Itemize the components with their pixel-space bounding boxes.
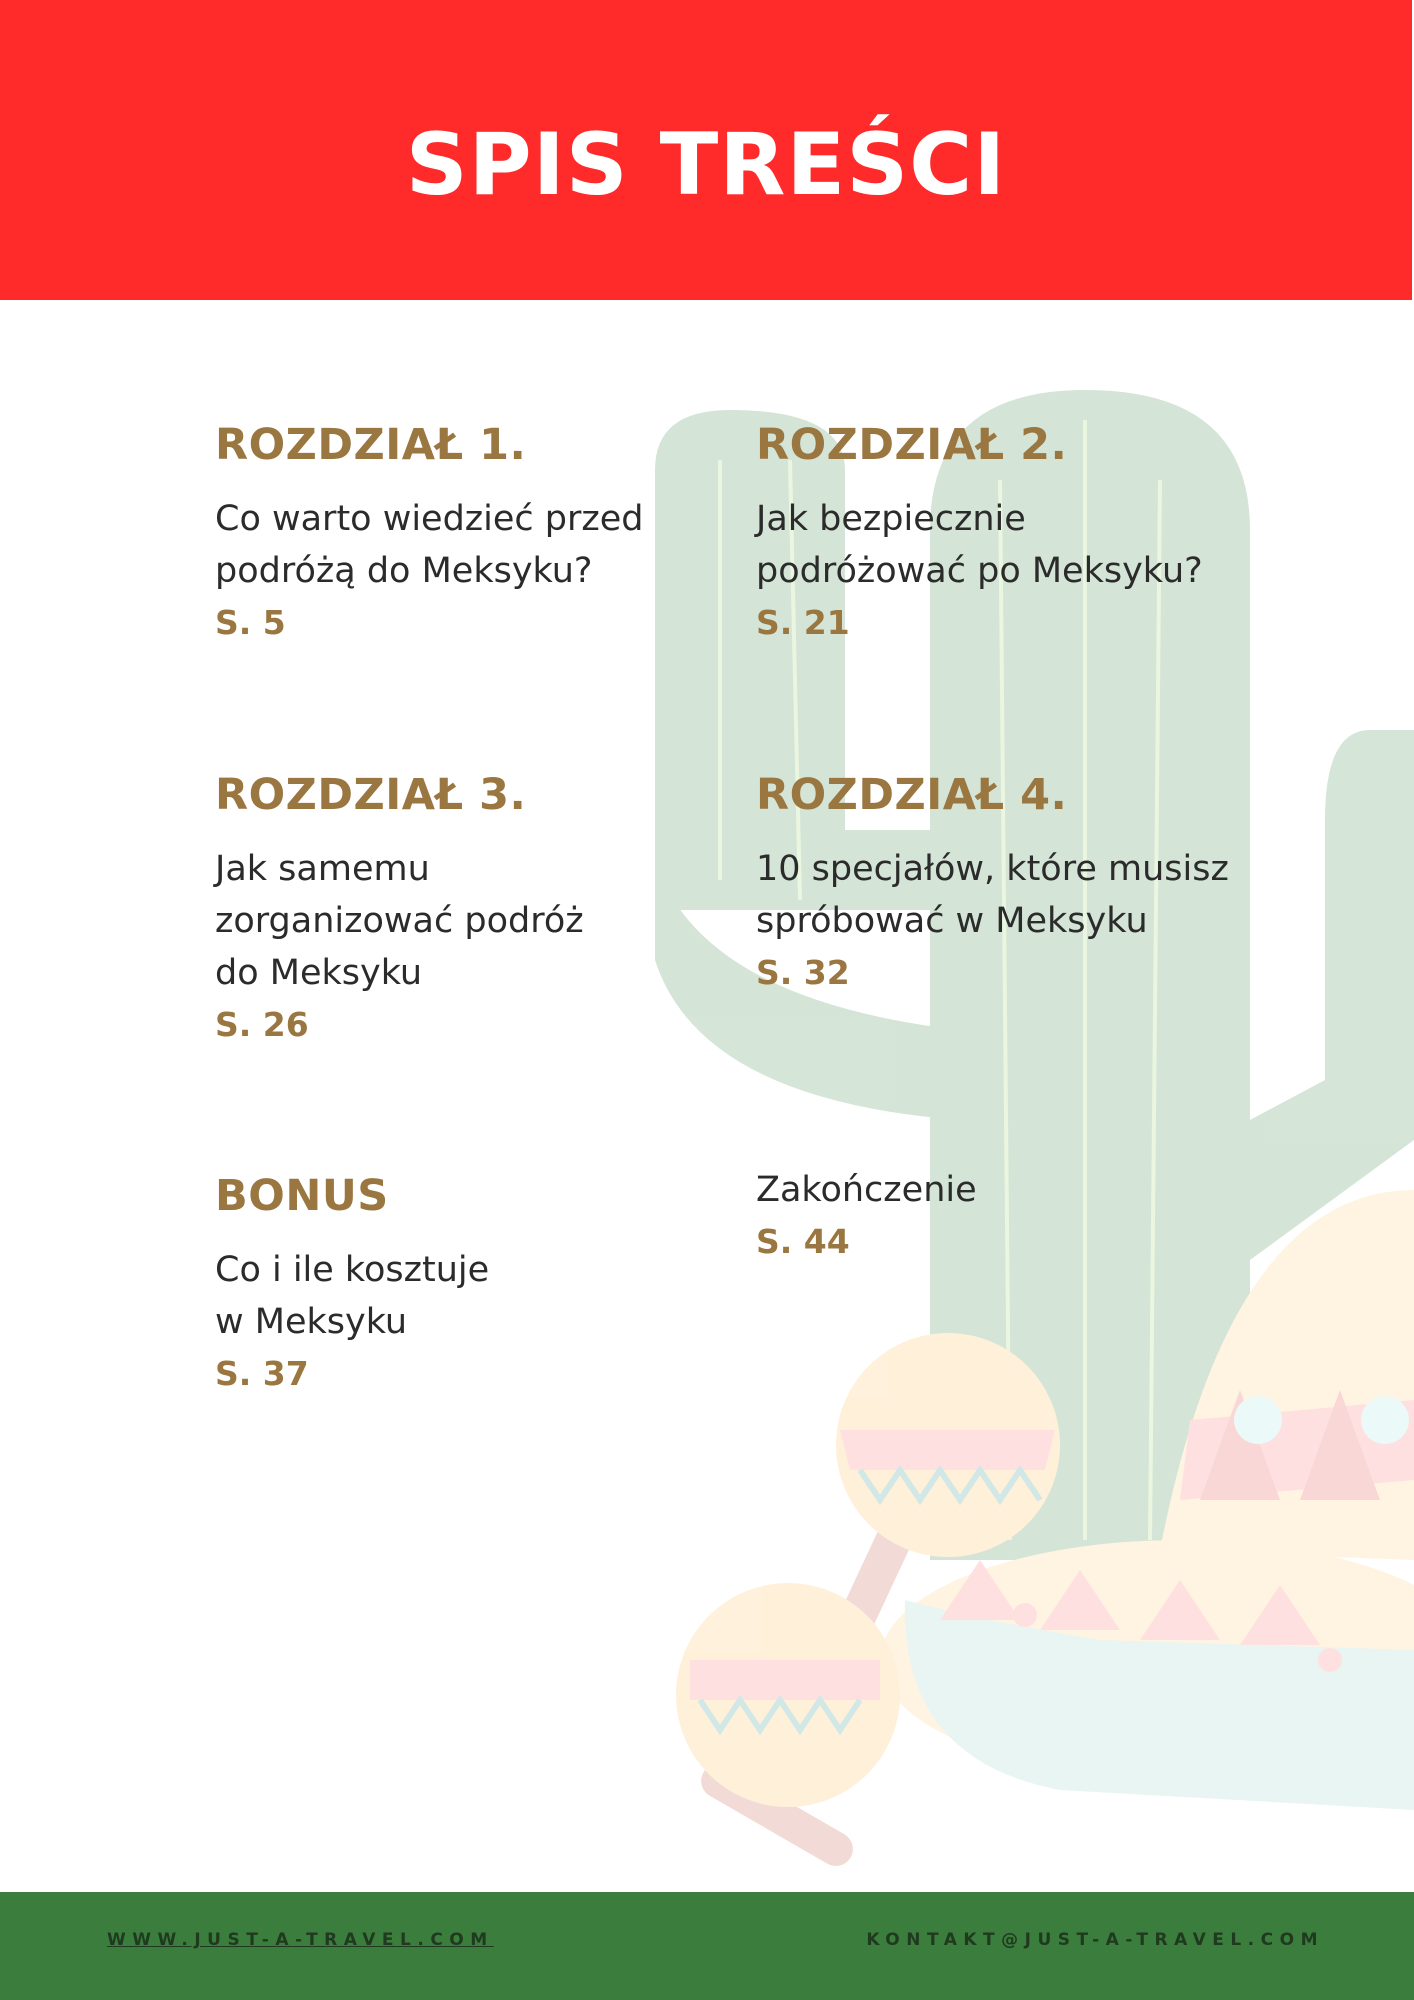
maracas-icon [676, 1333, 1060, 1872]
chapter-heading: ROZDZIAŁ 2. [756, 420, 1068, 470]
chapter-heading: ROZDZIAŁ 1. [215, 420, 527, 470]
sombrero-icon [880, 1190, 1414, 1810]
page-number: S. 5 [215, 603, 286, 642]
toc-entry-chapter-2[interactable] [756, 420, 1276, 649]
toc-entry-bonus[interactable] [215, 1171, 735, 1400]
page-number: S. 37 [215, 1354, 309, 1393]
footer-bar [0, 1892, 1414, 2000]
toc-entry-chapter-4[interactable] [756, 770, 1276, 999]
page-number: S. 21 [756, 603, 850, 642]
website-link[interactable]: WWW.JUST-A-TRAVEL.COM [107, 1930, 494, 1950]
chapter-heading: ROZDZIAŁ 3. [215, 770, 527, 820]
page-number: S. 32 [756, 953, 850, 992]
chapter-description: Jak samemu zorganizować podróż do Meksyku [215, 849, 584, 993]
contact-email[interactable]: KONTAKT@JUST-A-TRAVEL.COM [866, 1930, 1324, 1950]
chapter-description: Co warto wiedzieć przed podróżą do Meksyku? [215, 499, 644, 591]
page-title: SPIS TREŚCI [405, 115, 1007, 215]
chapter-description: 10 specjałów, które musisz spróbować w Meksyku [756, 849, 1229, 941]
chapter-heading: ROZDZIAŁ 4. [756, 770, 1068, 820]
toc-entry-ending[interactable] [756, 1164, 1276, 1268]
chapter-description: Co i ile kosztuje w Meksyku [215, 1250, 490, 1342]
page-number: S. 44 [756, 1222, 850, 1261]
chapter-heading: BONUS [215, 1171, 389, 1221]
toc-entry-chapter-3[interactable] [215, 770, 735, 1051]
page-number: S. 26 [215, 1005, 309, 1044]
toc-entry-chapter-1[interactable] [215, 420, 735, 649]
chapter-description: Jak bezpiecznie podróżować po Meksyku? [756, 499, 1203, 591]
chapter-description: Zakończenie [756, 1170, 977, 1210]
header-banner [0, 0, 1412, 300]
